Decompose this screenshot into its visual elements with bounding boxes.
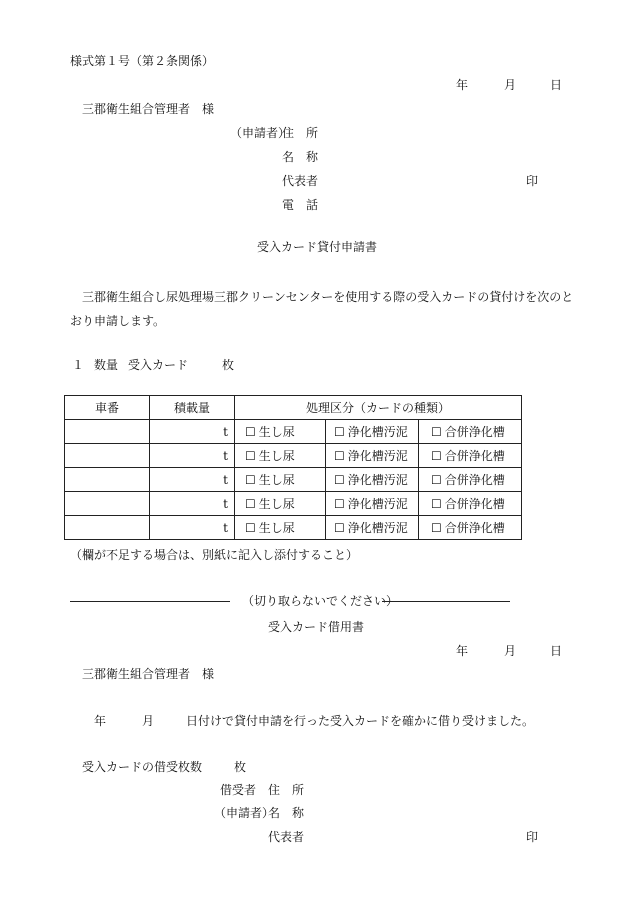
quantity-label: 数量 — [94, 358, 119, 372]
receipt-title: 受入カード借用書 — [268, 620, 365, 634]
borrower-label: 借受者 — [220, 783, 257, 797]
receipt-date-year: 年 — [456, 644, 469, 658]
addressee: 三郡衛生組合管理者 様 — [82, 102, 215, 116]
option-label: 生し尿 — [258, 425, 295, 439]
table-row — [65, 468, 522, 492]
quantity-number: １ — [72, 358, 85, 372]
option-raw-sewage[interactable] — [235, 420, 326, 444]
car-number-cell[interactable] — [65, 444, 150, 468]
checkbox-icon[interactable]: ☐ — [431, 425, 442, 439]
load-cell[interactable] — [150, 492, 235, 516]
option-raw-sewage[interactable] — [235, 516, 326, 540]
receipt-count-unit: 枚 — [234, 760, 247, 774]
option-combined-septic[interactable] — [419, 444, 522, 468]
option-label: 浄化槽汚泥 — [347, 425, 408, 439]
option-label: 合併浄化槽 — [444, 425, 505, 439]
option-label: 浄化槽汚泥 — [347, 473, 408, 487]
load-cell[interactable] — [150, 468, 235, 492]
date-day: 日 — [550, 78, 563, 92]
option-label: 合併浄化槽 — [444, 521, 505, 535]
checkbox-icon[interactable]: ☐ — [245, 425, 256, 439]
option-label: 浄化槽汚泥 — [347, 449, 408, 463]
applicant-address-label: 住 所 — [282, 126, 319, 140]
borrower-role: （申請者） — [214, 806, 275, 820]
date-year: 年 — [456, 78, 469, 92]
checkbox-icon[interactable]: ☐ — [334, 521, 345, 535]
option-label: 浄化槽汚泥 — [347, 497, 408, 511]
option-label: 合併浄化槽 — [444, 449, 505, 463]
note: （欄が不足する場合は、別紙に記入し添付すること） — [70, 548, 359, 562]
load-cell[interactable] — [150, 516, 235, 540]
car-number-cell[interactable] — [65, 468, 150, 492]
header-car-number: 車番 — [65, 396, 150, 420]
car-number-cell[interactable] — [65, 492, 150, 516]
applicant-role: （申請者） — [230, 126, 291, 140]
header-load: 積載量 — [150, 396, 235, 420]
load-cell[interactable] — [150, 420, 235, 444]
option-label: 合併浄化槽 — [444, 497, 505, 511]
table-row — [65, 492, 522, 516]
option-label: 浄化槽汚泥 — [347, 521, 408, 535]
option-septic-sludge[interactable] — [326, 516, 419, 540]
receipt-statement-text: 日付けで貸付申請を行った受入カードを確かに借り受けました。 — [186, 714, 535, 728]
quantity-card-label: 受入カード — [128, 358, 189, 372]
load-unit: t — [223, 520, 228, 535]
table-row — [65, 444, 522, 468]
checkbox-icon[interactable]: ☐ — [431, 521, 442, 535]
receipt-statement-month: 月 — [142, 714, 155, 728]
borrower-representative-label: 代表者 — [268, 830, 305, 844]
option-combined-septic[interactable] — [419, 492, 522, 516]
document-title: 受入カード貸付申請書 — [257, 240, 378, 254]
receipt-seal-mark: 印 — [526, 830, 539, 844]
header-category: 処理区分（カードの種類） — [235, 396, 522, 420]
table-row — [65, 420, 522, 444]
option-label: 生し尿 — [258, 473, 295, 487]
checkbox-icon[interactable]: ☐ — [245, 449, 256, 463]
borrower-name-label: 名 称 — [268, 806, 305, 820]
option-label: 合併浄化槽 — [444, 473, 505, 487]
borrower-address-label: 住 所 — [268, 783, 305, 797]
receipt-date-month: 月 — [504, 644, 517, 658]
receipt-date-day: 日 — [550, 644, 563, 658]
cut-line-right — [382, 601, 510, 602]
checkbox-icon[interactable]: ☐ — [334, 497, 345, 511]
option-combined-septic[interactable] — [419, 516, 522, 540]
option-raw-sewage[interactable] — [235, 468, 326, 492]
option-label: 生し尿 — [258, 449, 295, 463]
checkbox-icon[interactable]: ☐ — [334, 473, 345, 487]
option-septic-sludge[interactable] — [326, 468, 419, 492]
checkbox-icon[interactable]: ☐ — [431, 449, 442, 463]
load-unit: t — [223, 472, 228, 487]
checkbox-icon[interactable]: ☐ — [245, 521, 256, 535]
option-raw-sewage[interactable] — [235, 492, 326, 516]
body-line-1: 三郡衛生組合し尿処理場三郡クリーンセンターを使用する際の受入カードの貸付けを次のと — [82, 290, 574, 304]
receipt-addressee: 三郡衛生組合管理者 様 — [82, 667, 215, 681]
checkbox-icon[interactable]: ☐ — [334, 449, 345, 463]
option-raw-sewage[interactable] — [235, 444, 326, 468]
cut-line-left — [70, 601, 230, 602]
load-unit: t — [223, 448, 228, 463]
form-number: 様式第１号（第２条関係） — [70, 54, 215, 68]
applicant-representative-label: 代表者 — [282, 174, 319, 188]
receipt-statement-year: 年 — [94, 714, 107, 728]
load-unit: t — [223, 424, 228, 439]
date-month: 月 — [504, 78, 517, 92]
applicant-phone-label: 電 話 — [282, 198, 319, 212]
load-unit: t — [223, 496, 228, 511]
checkbox-icon[interactable]: ☐ — [431, 497, 442, 511]
application-table — [64, 395, 522, 540]
table-row — [65, 516, 522, 540]
checkbox-icon[interactable]: ☐ — [245, 473, 256, 487]
cut-line-text: （切り取らないでください） — [242, 594, 399, 608]
option-septic-sludge[interactable] — [326, 492, 419, 516]
option-label: 生し尿 — [258, 497, 295, 511]
receipt-count-label: 受入カードの借受枚数 — [82, 760, 203, 774]
checkbox-icon[interactable]: ☐ — [245, 497, 256, 511]
checkbox-icon[interactable]: ☐ — [334, 425, 345, 439]
option-combined-septic[interactable] — [419, 420, 522, 444]
load-cell[interactable] — [150, 444, 235, 468]
car-number-cell[interactable] — [65, 420, 150, 444]
option-septic-sludge[interactable] — [326, 420, 419, 444]
quantity-unit: 枚 — [222, 358, 235, 372]
option-septic-sludge[interactable] — [326, 444, 419, 468]
option-label: 生し尿 — [258, 521, 295, 535]
checkbox-icon[interactable]: ☐ — [431, 473, 442, 487]
car-number-cell[interactable] — [65, 516, 150, 540]
seal-mark: 印 — [526, 174, 539, 188]
body-line-2: おり申請します。 — [70, 314, 166, 328]
option-combined-septic[interactable] — [419, 468, 522, 492]
table-header-row — [65, 396, 522, 420]
applicant-name-label: 名 称 — [282, 150, 319, 164]
